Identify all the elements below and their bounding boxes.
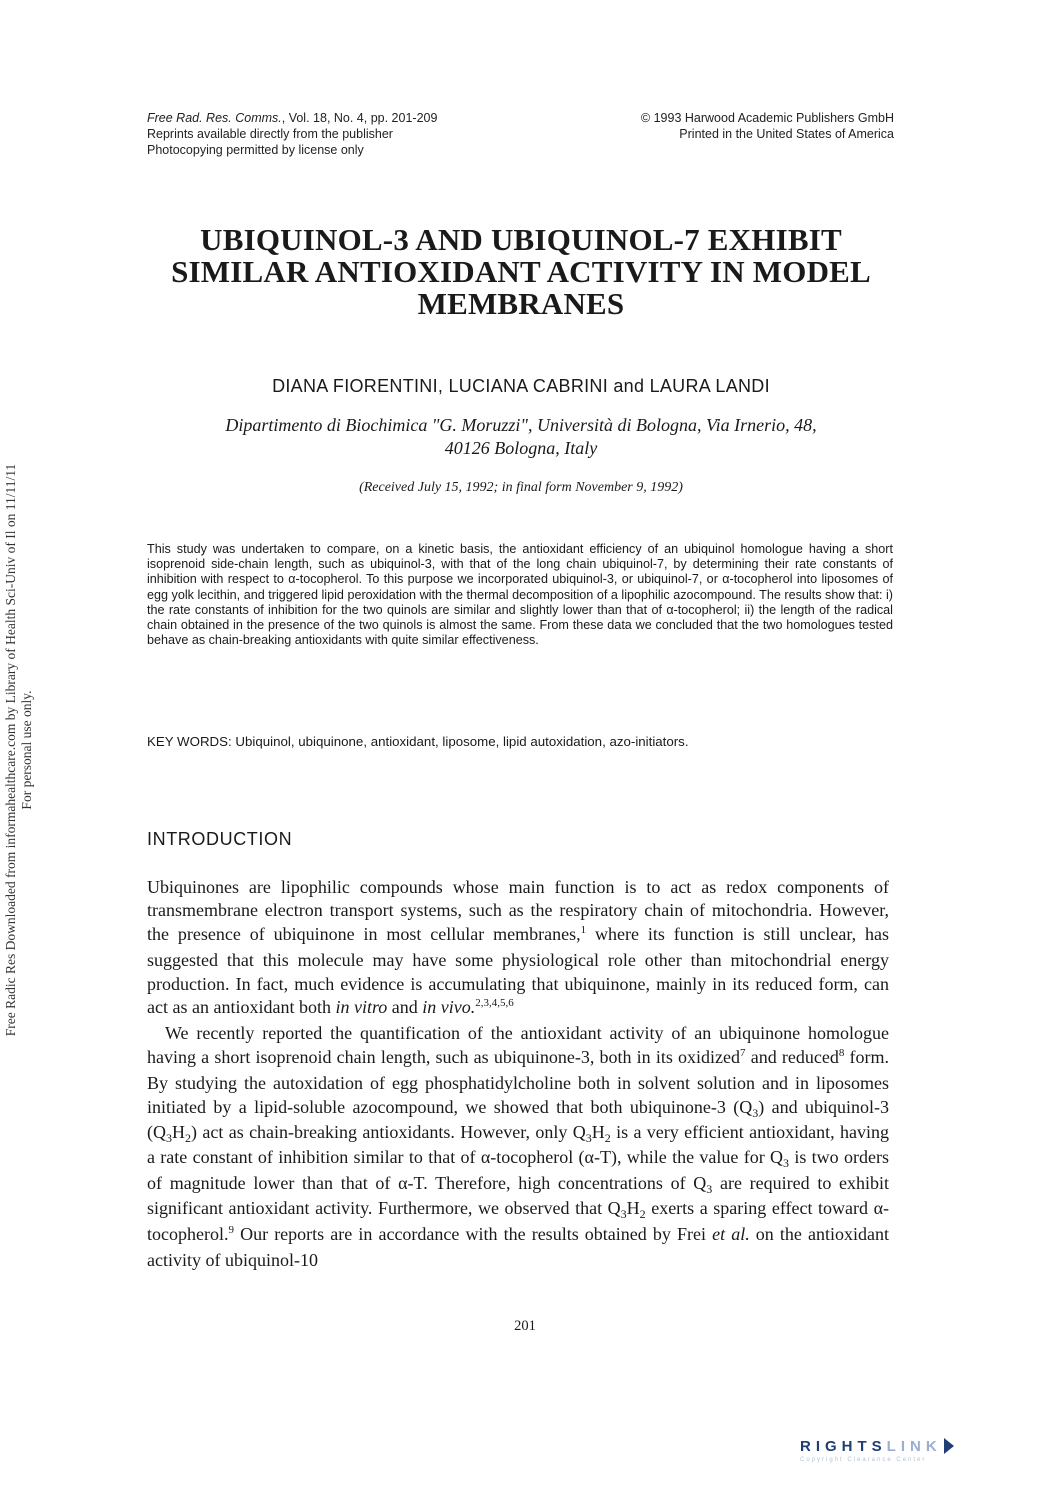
citation-ref: 8 bbox=[838, 1046, 845, 1059]
received-dates: (Received July 15, 1992; in final form November 9, 1992) bbox=[359, 480, 683, 495]
affiliation-line: 40126 Bologna, Italy bbox=[444, 438, 598, 458]
paragraph: We recently reported the quantification of the antioxidant activity of an ubiquinone homologue having a short isoprenoid chain length, such as ubiquinone-3, both in its oxidized$^7$ and reduced$^8$ form. By studying the autoxidation of egg phosphatidylcholine both in solvent solution and in liposomes initiated by a lipid-soluble azocompound, we showed that both ubiquinone-3 $(Q_3)$ and ubiquinol-3 $(Q_3H_2)$ act as chain-breaking antioxidants. However, only $Q_3H_2$ is a very efficient antioxidant, having a rate constant of inhibition similar to that of α-tocopherol (α-T), while the value for $Q_3$ is two orders of magnitude lower than that of α-T. Therefore, high concentrations of $Q_3$ are required to exhibit significant antioxidant activity. Furthermore, we observed that $Q_3H_2$ exerts a sparing effect toward α-tocopherol.$^9$ Our reports are in accordance with the results obtained by Frei et al. on the antioxidant activity of ubiquinol-10 bbox=[147, 1023, 890, 1271]
affiliation-line: Dipartimento di Biochimica "G. Moruzzi", Università di Bologna, Via Irnerio, 48, bbox=[225, 415, 817, 435]
watermark-line: For personal use only. bbox=[19, 690, 34, 810]
title-line: SIMILAR ANTIOXIDANT ACTIVITY IN MODEL bbox=[171, 254, 871, 289]
title-line: UBIQUINOL-3 AND UBIQUINOL-7 EXHIBIT bbox=[200, 222, 842, 257]
rightslink-logo: RIGHTSLINK Copyright Clearance Center bbox=[800, 1438, 1035, 1463]
copyright-note: © 1993 Harwood Academic Publishers GmbH bbox=[640, 111, 894, 125]
citation-ref: 7 bbox=[740, 1046, 746, 1059]
affiliation bbox=[147, 414, 895, 460]
title-line: MEMBRANES bbox=[417, 286, 625, 321]
authors: DIANA FIORENTINI, LUCIANA CABRINI and LAURA LANDI bbox=[272, 376, 770, 396]
citation-ref: 9 bbox=[228, 1223, 234, 1236]
section-heading-introduction: INTRODUCTION bbox=[147, 829, 293, 849]
running-header-left bbox=[147, 110, 437, 158]
journal-citation: Free Rad. Res. Comms., Vol. 18, No. 4, pp. 201-209 bbox=[147, 111, 438, 125]
running-header-right bbox=[641, 110, 894, 142]
printed-note: Printed in the United States of America bbox=[679, 127, 894, 141]
paper-title bbox=[147, 224, 895, 320]
rightslink-arrow-icon bbox=[944, 1438, 954, 1454]
keywords: KEY WORDS: Ubiquinol, ubiquinone, antioxidant, liposome, lipid autoxidation, azo-initiators. bbox=[147, 734, 689, 749]
paragraph: Ubiquinones are lipophilic compounds whose main function is to act as redox components of transmembrane electron transport systems, such as the respiratory chain of mitochondria. However, the presence of ubiquinone in most cellular membranes,$^1$ where its function is still unclear, has suggested that this molecule may have some physiological role other than mitochondrial energy production. In fact, much evidence is accumulating that ubiquinone, mainly in its reduced form, can act as an antioxidant both in vitro and in vivo.$^{2,3,4,5,6}$ bbox=[147, 877, 889, 1018]
citation-ref: 1 bbox=[580, 923, 587, 936]
abstract: This study was undertaken to compare, on a kinetic basis, the antioxidant efficiency of an ubiquinol homologue having a short isoprenoid side-chain length, such as ubiquinol-3, with that of the long chain ubiquinol-7, by determining their rate constants of inhibition with respect to α-tocopherol. To this purpose we incorporated ubiquinol-3, or ubiquinol-7, or α-tocopherol into liposomes of egg yolk lecithin, and triggered lipid peroxidation with the thermal decomposition of a lipophilic azocompound. The results show that: i) the rate constants of inhibition for the two quinols are similar and slightly lower than that of α-tocopherol; ii) the length of the radical chain obtained in the presence of the two quinols is almost the same. From these data we concluded that the two homologues tested behave as chain-breaking antioxidants with quite similar effectiveness. bbox=[147, 542, 893, 648]
page-number: 201 bbox=[514, 1318, 536, 1334]
watermark-line: Free Radic Res Downloaded from informahealthcare.com by Library of Health Sci-Univ of Il on 11/11/11 bbox=[3, 463, 18, 1037]
photocopying-note: Photocopying permitted by license only bbox=[147, 143, 364, 157]
rightslink-tagline: Copyright Clearance Center bbox=[800, 1457, 927, 1463]
citation-ref: 2,3,4,5,6 bbox=[475, 997, 514, 1010]
reprints-note: Reprints available directly from the publisher bbox=[147, 127, 393, 141]
